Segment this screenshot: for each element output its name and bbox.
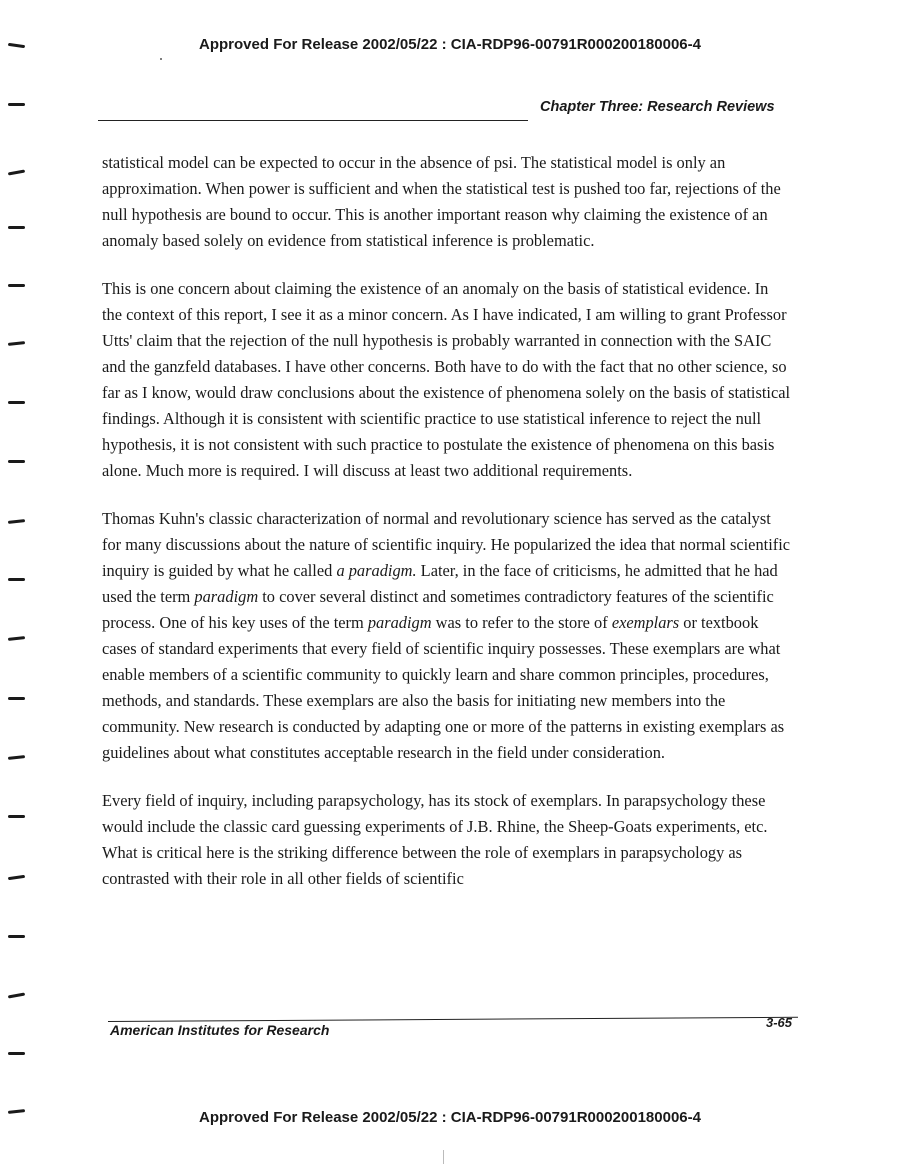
binding-mark: [8, 935, 25, 938]
chapter-title: Chapter Three: Research Reviews: [540, 99, 775, 115]
binding-mark: [8, 1052, 25, 1055]
emphasis-a-paradigm: a paradigm.: [336, 561, 417, 580]
emphasis-paradigm: paradigm: [367, 613, 432, 632]
text-run: Thomas Kuhn's classic characterization of normal and revolutionary science has served as the catalyst for many discussions about the nature of scientific inquiry. He popularized the idea that normal scientific inquiry is guided by what he called: [102, 509, 791, 580]
binding-mark: [8, 993, 25, 999]
paragraph-1: statistical model can be expected to occur in the absence of psi. The statistical model is only an approximation. When power is sufficient and when the statistical test is pushed too far, rejections of the null hypothesis are bound to occur. This is another important reason why claiming the existence of an anomaly based solely on evidence from statistical inference is problematic.: [102, 153, 781, 250]
binding-mark: [8, 697, 25, 700]
binding-mark: [8, 401, 25, 404]
release-stamp-top: Approved For Release 2002/05/22 : CIA-RDP96-00791R000200180006-4: [199, 36, 701, 53]
text-run: to cover several distinct and sometimes contradictory features of the scientific process. One of his key uses of the term: [102, 587, 774, 632]
footer-organization: American Institutes for Research: [110, 1022, 330, 1038]
binding-mark: [8, 103, 25, 106]
body-text: [102, 150, 792, 914]
binding-mark: [8, 226, 25, 229]
scan-speck: [160, 58, 162, 60]
text-run: was to refer to the store of: [431, 613, 612, 632]
header-rule: [98, 120, 528, 121]
binding-mark: [8, 815, 25, 818]
text-run: Later, in the face of criticisms, he admitted that he had used the term: [102, 561, 778, 606]
release-stamp-bottom: Approved For Release 2002/05/22 : CIA-RDP96-00791R000200180006-4: [199, 1109, 701, 1126]
binding-mark: [8, 341, 25, 346]
page-number: 3-65: [766, 1015, 793, 1030]
binding-mark: [8, 578, 25, 581]
binding-mark: [8, 519, 25, 524]
binding-mark: [8, 284, 25, 287]
scan-artifact: [443, 1150, 444, 1164]
binding-mark: [8, 636, 25, 641]
paragraph-2: This is one concern about claiming the existence of an anomaly on the basis of statistical evidence. In the context of this report, I see it as a minor concern. As I have indicated, I am willing to grant Professor Utts' claim that the rejection of the null hypothesis is probably warranted in connection with the SAIC and the ganzfeld databases. I have other concerns. Both have to do with the fact that no other science, so far as I know, would draw conclusions about the existence of phenomena solely on the basis of statistical findings. Although it is consistent with scientific practice to use statistical inference to reject the null hypothesis, it is not consistent with such practice to postulate the existence of phenomena on this basis alone. Much more is required. I will discuss at least two additional requirements.: [102, 279, 791, 480]
emphasis-paradigm: paradigm: [194, 587, 259, 606]
text-run: or textbook cases of standard experiments that every field of scientific inquiry possesses. These exemplars are what enable members of a scientific community to quickly learn and share common principles, procedures, methods, and standards. These exemplars are also the basis for initiating new members into the community. New research is conducted by adapting one or more of the patterns in existing exemplars as guidelines about what constitutes acceptable research in the field under consideration.: [102, 613, 785, 762]
binding-mark: [8, 170, 25, 176]
binding-mark: [8, 875, 25, 880]
emphasis-exemplars: exemplars: [611, 613, 680, 632]
paragraph-3: [102, 506, 792, 766]
binding-mark: [8, 755, 25, 760]
binding-mark: [8, 460, 25, 463]
paragraph-4: Every field of inquiry, including parapsychology, has its stock of exemplars. In parapsychology these would include the classic card guessing experiments of J.B. Rhine, the Sheep-Goats experiments, etc. What is critical here is the striking difference between the role of exemplars in parapsychology as contrasted with their role in all other fields of scientific: [102, 791, 768, 888]
